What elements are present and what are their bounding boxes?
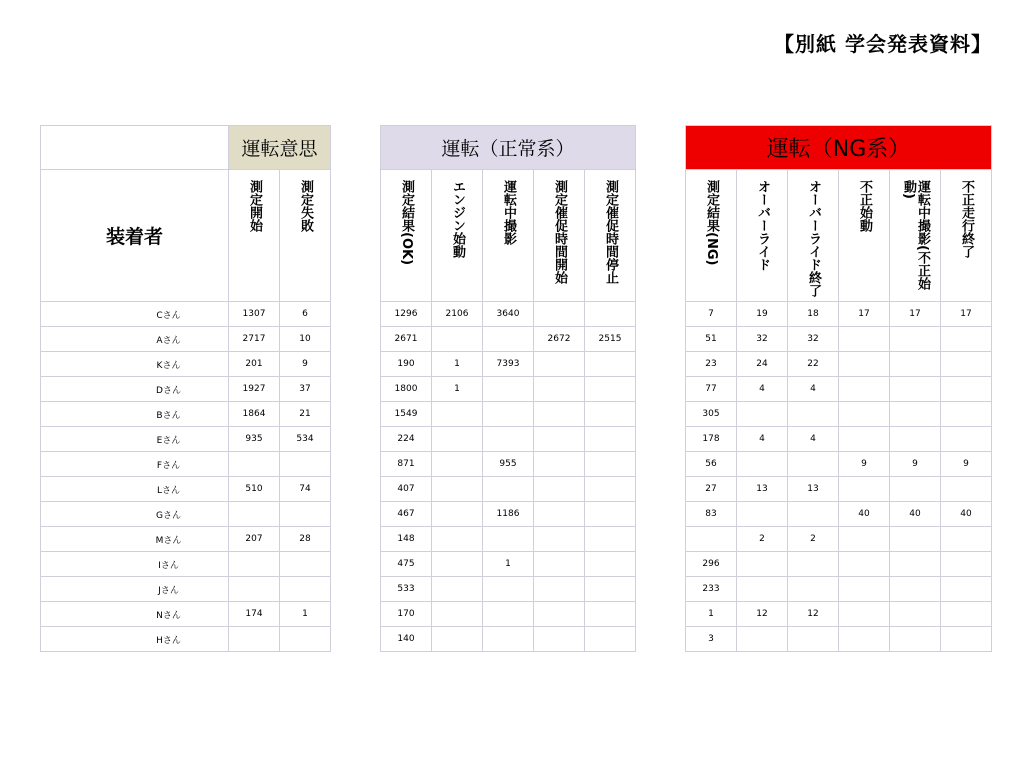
data-cell: [941, 527, 992, 552]
group-header-ng: 運転（NG系）: [686, 126, 992, 170]
data-cell: 534: [280, 427, 331, 452]
data-cell: [788, 452, 839, 477]
data-cell: [686, 527, 737, 552]
data-cell: [941, 552, 992, 577]
data-cell: [432, 477, 483, 502]
data-cell: [432, 427, 483, 452]
data-cell: [890, 602, 941, 627]
data-cell: [585, 402, 636, 427]
data-cell: 148: [381, 527, 432, 552]
table-row: [41, 602, 992, 627]
column-gap: [331, 352, 381, 377]
data-cell: [839, 427, 890, 452]
column-gap: [636, 352, 686, 377]
data-cell: [941, 352, 992, 377]
column-header: [483, 170, 534, 302]
table-row: [41, 452, 992, 477]
data-cell: 32: [788, 327, 839, 352]
data-cell: 4: [788, 427, 839, 452]
data-cell: [890, 477, 941, 502]
data-cell: 2515: [585, 327, 636, 352]
data-cell: 3: [686, 627, 737, 652]
wearer-name-cell: Hさん: [41, 627, 229, 652]
data-cell: 2106: [432, 302, 483, 327]
data-cell: [788, 627, 839, 652]
data-cell: 4: [737, 427, 788, 452]
data-cell: [890, 327, 941, 352]
data-cell: [585, 427, 636, 452]
data-cell: 224: [381, 427, 432, 452]
column-gap: [331, 126, 381, 170]
data-cell: [890, 552, 941, 577]
data-cell: [432, 327, 483, 352]
data-cell: 1: [483, 552, 534, 577]
column-gap: [331, 452, 381, 477]
data-cell: [534, 452, 585, 477]
data-cell: 27: [686, 477, 737, 502]
column-header: [432, 170, 483, 302]
wearer-name-cell: Eさん: [41, 427, 229, 452]
wearer-name-cell: Aさん: [41, 327, 229, 352]
data-cell: 74: [280, 477, 331, 502]
column-gap: [636, 627, 686, 652]
data-cell: 1: [280, 602, 331, 627]
column-header: [686, 170, 737, 302]
data-cell: 9: [941, 452, 992, 477]
column-gap: [331, 302, 381, 327]
data-cell: [432, 502, 483, 527]
column-header-label: オーバーライド終了: [806, 180, 821, 297]
group-header-normal: 運転（正常系）: [381, 126, 636, 170]
data-cell: [788, 502, 839, 527]
data-cell: 40: [890, 502, 941, 527]
data-cell: 7393: [483, 352, 534, 377]
data-cell: [534, 627, 585, 652]
data-cell: [229, 452, 280, 477]
column-gap: [331, 627, 381, 652]
data-cell: [585, 577, 636, 602]
data-cell: [737, 552, 788, 577]
table-row: [41, 402, 992, 427]
column-gap: [636, 477, 686, 502]
data-cell: [839, 627, 890, 652]
data-cell: [788, 402, 839, 427]
data-cell: [585, 302, 636, 327]
group-header-row: [41, 126, 992, 170]
data-cell: [941, 427, 992, 452]
table-row: [41, 327, 992, 352]
data-cell: [839, 552, 890, 577]
data-cell: 407: [381, 477, 432, 502]
data-cell: 40: [839, 502, 890, 527]
data-cell: 4: [737, 377, 788, 402]
column-gap: [636, 170, 686, 302]
data-cell: [483, 477, 534, 502]
column-gap: [636, 552, 686, 577]
data-cell: 190: [381, 352, 432, 377]
column-header-label: 測定結果(NG): [704, 180, 719, 266]
data-cell: [941, 377, 992, 402]
table-row: [41, 477, 992, 502]
data-cell: [737, 502, 788, 527]
table-row: [41, 352, 992, 377]
data-cell: [890, 527, 941, 552]
data-cell: 1: [686, 602, 737, 627]
data-cell: 32: [737, 327, 788, 352]
data-cell: [483, 527, 534, 552]
data-cell: [483, 327, 534, 352]
wearer-name-cell: Gさん: [41, 502, 229, 527]
column-header: [839, 170, 890, 302]
data-cell: [890, 627, 941, 652]
data-cell: [839, 527, 890, 552]
data-cell: 10: [280, 327, 331, 352]
column-gap: [331, 502, 381, 527]
data-cell: 533: [381, 577, 432, 602]
wearer-column-header: 装着者: [41, 170, 229, 302]
data-cell: 955: [483, 452, 534, 477]
data-cell: [534, 302, 585, 327]
data-cell: 17: [890, 302, 941, 327]
column-gap: [636, 327, 686, 352]
data-cell: 233: [686, 577, 737, 602]
data-cell: 1296: [381, 302, 432, 327]
data-cell: 12: [737, 602, 788, 627]
data-cell: 28: [280, 527, 331, 552]
data-cell: [280, 577, 331, 602]
data-cell: 51: [686, 327, 737, 352]
column-gap: [636, 577, 686, 602]
data-cell: [788, 577, 839, 602]
data-cell: [534, 602, 585, 627]
data-cell: [788, 552, 839, 577]
column-gap: [636, 602, 686, 627]
data-cell: [839, 377, 890, 402]
data-cell: 4: [788, 377, 839, 402]
data-cell: [585, 627, 636, 652]
data-cell: 37: [280, 377, 331, 402]
wearer-name-cell: Bさん: [41, 402, 229, 427]
column-gap: [636, 402, 686, 427]
data-cell: [585, 602, 636, 627]
column-gap: [636, 427, 686, 452]
data-cell: 83: [686, 502, 737, 527]
data-cell: [585, 552, 636, 577]
table-row: [41, 377, 992, 402]
wearer-name-cell: Iさん: [41, 552, 229, 577]
data-cell: [432, 452, 483, 477]
data-cell: [483, 377, 534, 402]
column-header: [280, 170, 331, 302]
wearer-name-cell: Kさん: [41, 352, 229, 377]
column-header-label: 測定開始: [247, 180, 262, 232]
data-cell: 23: [686, 352, 737, 377]
table-row: [41, 627, 992, 652]
document-title: 【別紙 学会発表資料】: [774, 32, 992, 56]
data-cell: [534, 427, 585, 452]
data-cell: [432, 627, 483, 652]
wearer-name-cell: Jさん: [41, 577, 229, 602]
data-cell: [890, 427, 941, 452]
data-cell: 170: [381, 602, 432, 627]
table-row: [41, 527, 992, 552]
column-gap: [331, 527, 381, 552]
data-cell: 2717: [229, 327, 280, 352]
data-cell: [534, 577, 585, 602]
column-gap: [636, 452, 686, 477]
data-cell: [432, 402, 483, 427]
data-cell: 56: [686, 452, 737, 477]
data-cell: [737, 627, 788, 652]
data-cell: [229, 577, 280, 602]
data-cell: 2: [737, 527, 788, 552]
column-gap: [331, 477, 381, 502]
data-cell: [483, 577, 534, 602]
column-gap: [331, 552, 381, 577]
data-cell: [585, 452, 636, 477]
data-cell: 1800: [381, 377, 432, 402]
data-cell: 475: [381, 552, 432, 577]
data-cell: 305: [686, 402, 737, 427]
column-gap: [331, 577, 381, 602]
data-cell: [229, 627, 280, 652]
data-cell: 2672: [534, 327, 585, 352]
column-header: [534, 170, 585, 302]
column-header-label: 測定失敗: [298, 180, 313, 232]
data-cell: [737, 452, 788, 477]
column-header: [941, 170, 992, 302]
wearer-name-cell: Lさん: [41, 477, 229, 502]
data-cell: 7: [686, 302, 737, 327]
data-cell: [432, 552, 483, 577]
data-cell: [941, 402, 992, 427]
data-cell: 1927: [229, 377, 280, 402]
column-header-row: [41, 170, 992, 302]
data-cell: [890, 402, 941, 427]
column-gap: [331, 327, 381, 352]
data-cell: [483, 627, 534, 652]
data-cell: [585, 477, 636, 502]
data-cell: 3640: [483, 302, 534, 327]
data-cell: [534, 402, 585, 427]
data-cell: 510: [229, 477, 280, 502]
data-cell: [737, 402, 788, 427]
table-row: [41, 427, 992, 452]
data-cell: [280, 627, 331, 652]
column-header-label: オーバーライド: [755, 180, 770, 271]
column-header: [737, 170, 788, 302]
data-cell: 207: [229, 527, 280, 552]
column-gap: [331, 602, 381, 627]
column-header: [890, 170, 941, 302]
data-cell: [585, 502, 636, 527]
data-cell: [280, 502, 331, 527]
data-cell: 9: [890, 452, 941, 477]
data-cell: [483, 602, 534, 627]
data-cell: 13: [737, 477, 788, 502]
wearer-name-cell: Fさん: [41, 452, 229, 477]
data-cell: [483, 427, 534, 452]
column-gap: [636, 377, 686, 402]
data-cell: [534, 477, 585, 502]
data-cell: [941, 327, 992, 352]
data-cell: [534, 352, 585, 377]
data-cell: 1186: [483, 502, 534, 527]
data-cell: [941, 627, 992, 652]
data-cell: 178: [686, 427, 737, 452]
table-row: [41, 502, 992, 527]
data-cell: 140: [381, 627, 432, 652]
table-row: [41, 302, 992, 327]
column-header: [788, 170, 839, 302]
data-cell: [585, 377, 636, 402]
table-row: [41, 552, 992, 577]
data-cell: 17: [941, 302, 992, 327]
data-cell: [534, 502, 585, 527]
wearer-name-cell: Dさん: [41, 377, 229, 402]
data-cell: 9: [280, 352, 331, 377]
data-cell: [432, 602, 483, 627]
column-header-label: エンジン始動: [450, 180, 465, 258]
data-cell: 9: [839, 452, 890, 477]
data-cell: 18: [788, 302, 839, 327]
data-cell: [941, 602, 992, 627]
wearer-name-cell: Nさん: [41, 602, 229, 627]
data-cell: [737, 577, 788, 602]
data-cell: 2: [788, 527, 839, 552]
data-cell: 77: [686, 377, 737, 402]
data-cell: [839, 402, 890, 427]
data-cell: 13: [788, 477, 839, 502]
data-cell: 2671: [381, 327, 432, 352]
data-cell: 12: [788, 602, 839, 627]
wearer-name-cell: Cさん: [41, 302, 229, 327]
data-cell: 1: [432, 377, 483, 402]
data-cell: 24: [737, 352, 788, 377]
group-header-will: 運転意思: [229, 126, 331, 170]
data-cell: [280, 452, 331, 477]
results-table: [40, 125, 992, 652]
data-cell: [534, 377, 585, 402]
data-cell: [229, 552, 280, 577]
data-cell: 6: [280, 302, 331, 327]
column-header-label: 測定催促時間停止: [603, 180, 618, 284]
column-gap: [636, 502, 686, 527]
data-cell: [890, 377, 941, 402]
column-header-label: 不正走行終了: [959, 180, 974, 258]
data-cell: [534, 552, 585, 577]
column-header: [381, 170, 432, 302]
data-cell: [585, 527, 636, 552]
column-header-label: 運転中撮影: [501, 180, 516, 245]
corner-cell: [41, 126, 229, 170]
data-cell: 21: [280, 402, 331, 427]
column-gap: [331, 170, 381, 302]
data-cell: [839, 602, 890, 627]
column-gap: [636, 302, 686, 327]
column-gap: [636, 126, 686, 170]
data-cell: [534, 527, 585, 552]
data-cell: 40: [941, 502, 992, 527]
data-cell: 467: [381, 502, 432, 527]
data-cell: [890, 352, 941, 377]
data-cell: 17: [839, 302, 890, 327]
column-header-label: 測定催促時間開始: [552, 180, 567, 284]
data-cell: [839, 477, 890, 502]
data-cell: [280, 552, 331, 577]
data-cell: [483, 402, 534, 427]
data-cell: [890, 577, 941, 602]
data-cell: [839, 577, 890, 602]
data-cell: 1307: [229, 302, 280, 327]
data-cell: 22: [788, 352, 839, 377]
data-cell: 296: [686, 552, 737, 577]
column-gap: [331, 427, 381, 452]
column-gap: [636, 527, 686, 552]
column-header-label: 運転中撮影(不正始動): [901, 180, 930, 290]
data-cell: [432, 527, 483, 552]
column-header-label: 測定結果(OK): [399, 180, 414, 266]
data-cell: 1: [432, 352, 483, 377]
data-cell: [941, 477, 992, 502]
data-cell: 174: [229, 602, 280, 627]
data-cell: 1549: [381, 402, 432, 427]
column-gap: [331, 402, 381, 427]
data-cell: 935: [229, 427, 280, 452]
column-header: [585, 170, 636, 302]
table-row: [41, 577, 992, 602]
column-header: [229, 170, 280, 302]
wearer-name-cell: Mさん: [41, 527, 229, 552]
data-cell: 201: [229, 352, 280, 377]
data-cell: 19: [737, 302, 788, 327]
data-cell: [229, 502, 280, 527]
data-cell: [839, 352, 890, 377]
data-cell: [432, 577, 483, 602]
data-cell: [839, 327, 890, 352]
data-cell: [941, 577, 992, 602]
data-cell: [585, 352, 636, 377]
column-gap: [331, 377, 381, 402]
column-header-label: 不正始動: [857, 180, 872, 232]
data-cell: 871: [381, 452, 432, 477]
data-cell: 1864: [229, 402, 280, 427]
